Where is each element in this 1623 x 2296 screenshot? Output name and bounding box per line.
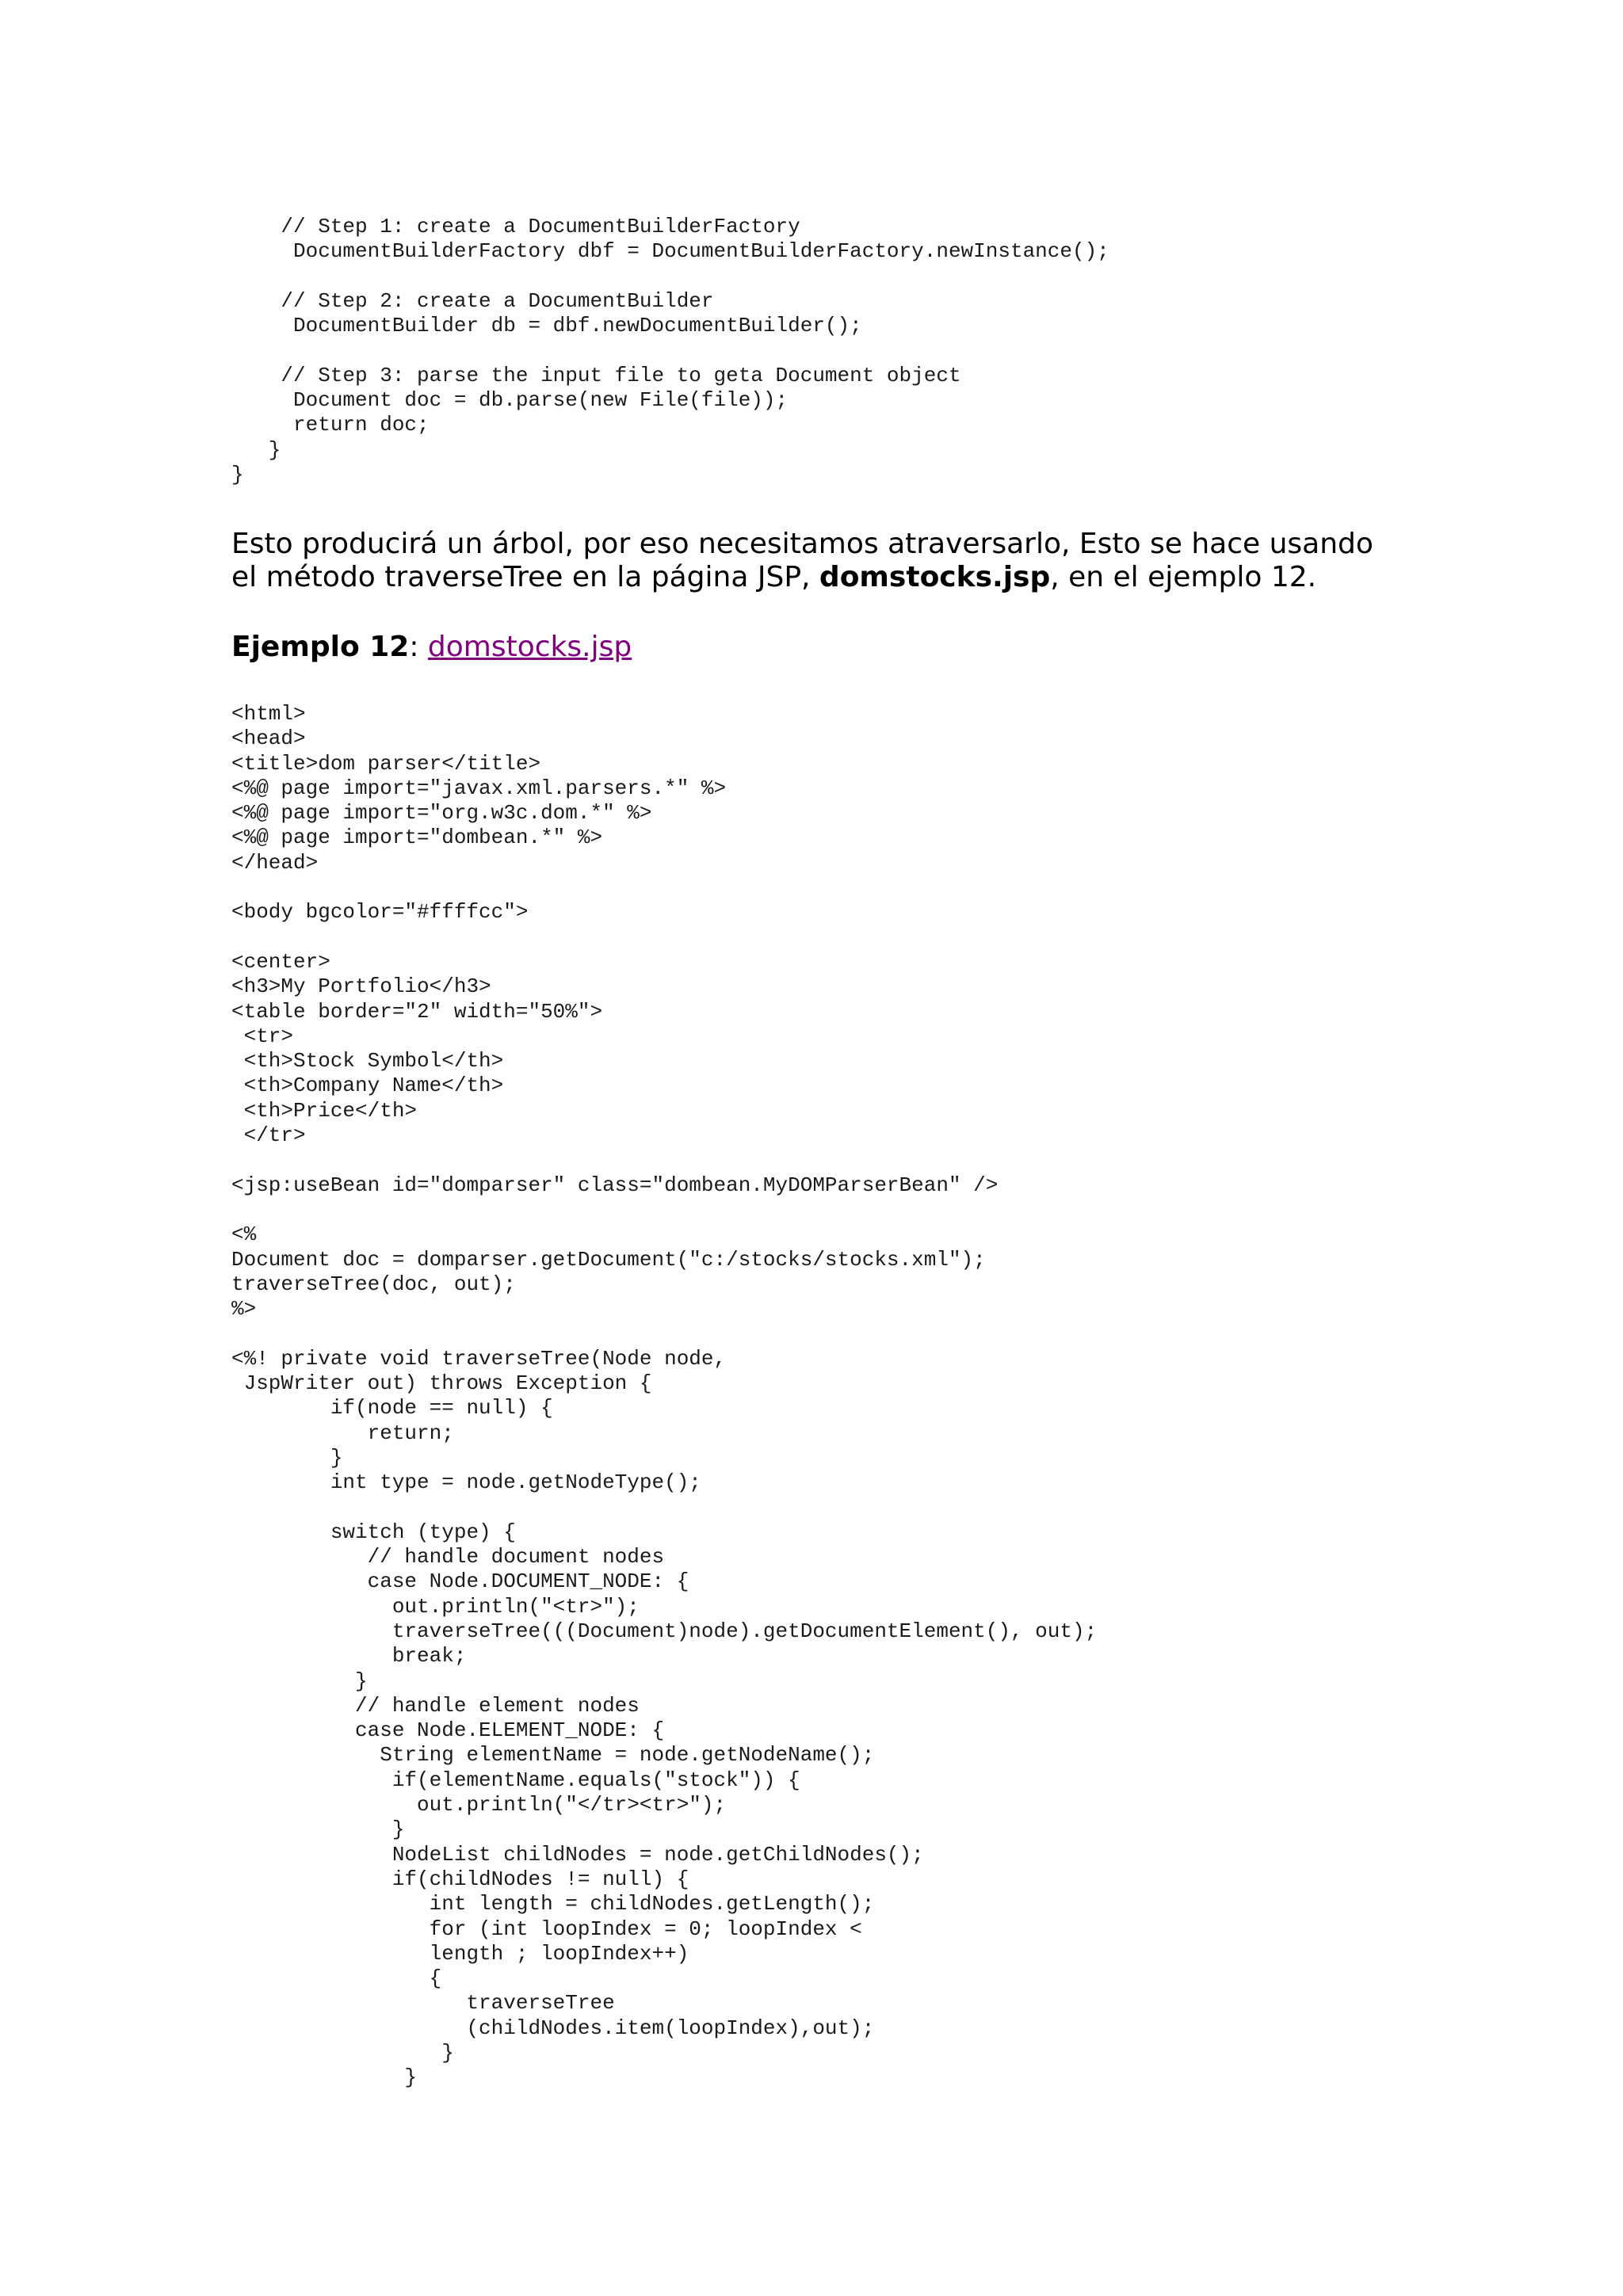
example-heading bbox=[231, 631, 1404, 664]
intro-paragraph bbox=[231, 528, 1404, 594]
example-separator: : bbox=[409, 631, 428, 663]
code-listing-domstocks-jsp: <html> <head> <title>dom parser</title> <%@ page import="javax.xml.parsers.*" %> <%@ page import="org.w3c.dom.*" %> <%@ page import="dombean.*" %> </head> <body bgcolor="#ffffcc"> <center> <h3>My Portfolio</h3> <table border="2" width="50%"> <tr> <th>Stock Symbol</th> <th>Company Name</th> <th>Price</th> </tr> <jsp:useBean id="domparser" class="dombean.MyDOMParserBean" /> <% Document doc = domparser.getDocument("c:/stocks/stocks.xml"); traverseTree(doc, out); %> <%! private void traverseTree(Node node, JspWriter out) throws Exception { if(node == null) { return; } int type = node.getNodeType(); switch (type) { // handle document nodes case Node.DOCUMENT_NODE: { out.println("<tr>"); traverseTree(((Document)node).getDocumentElement(), out); break; } // handle element nodes case Node.ELEMENT_NODE: { String elementName = node.getNodeName(); if(elementName.equals("stock")) { out.println("</tr><tr>"); } NodeList childNodes = node.getChildNodes(); if(childNodes != null) { int length = childNodes.getLength(); for (int loopIndex = 0; loopIndex < length ; loopIndex++) { traverseTree (childNodes.item(loopIndex),out); } } bbox=[231, 702, 1098, 2090]
intro-filename-bold: domstocks.jsp bbox=[819, 561, 1051, 593]
intro-text-end: , en el ejemplo 12. bbox=[1050, 561, 1317, 593]
example-label: Ejemplo 12 bbox=[231, 631, 410, 663]
code-listing-parse-steps: // Step 1: create a DocumentBuilderFactory DocumentBuilderFactory dbf = DocumentBuilderFactory.newInstance(); // Step 2: create a DocumentBuilder DocumentBuilder db = dbf.newDocumentBuilder(); // Step 3: parse the input file to geta Document object Document doc = db.parse(new File(file)); return doc; } } bbox=[231, 215, 1109, 486]
intro-text-start: Esto producirá un árbol, por eso necesitamos atraversarlo, Esto se hace usando el método traverseTree en la página JSP, bbox=[231, 528, 1373, 593]
example-file-link[interactable]: domstocks.jsp bbox=[427, 631, 632, 663]
